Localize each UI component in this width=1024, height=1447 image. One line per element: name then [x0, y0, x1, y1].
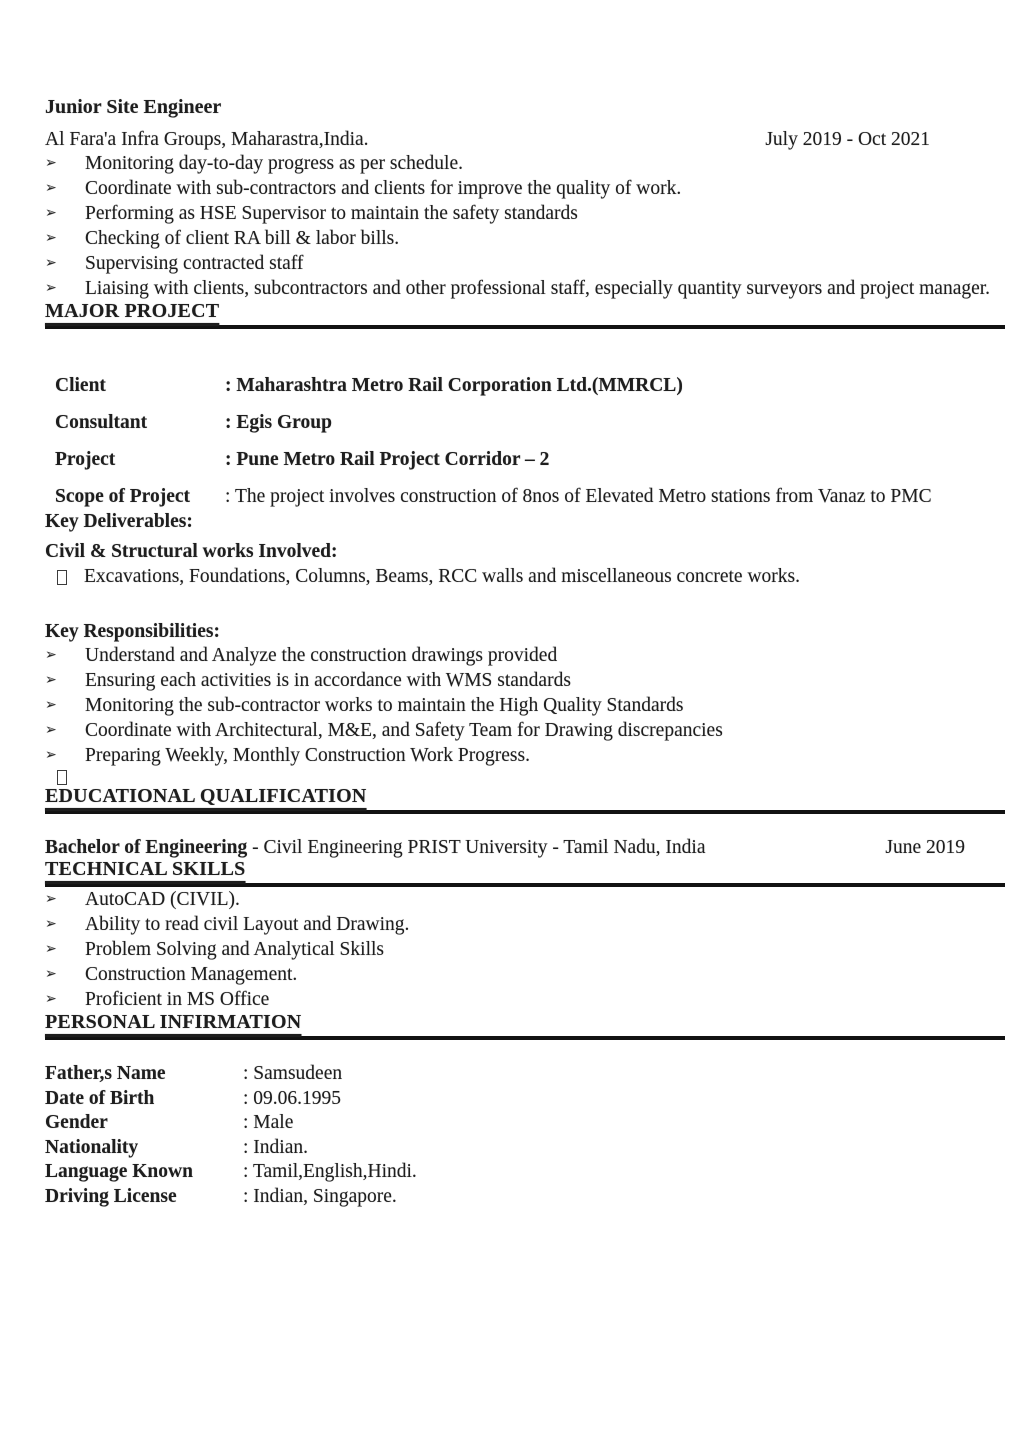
responsibility-item [45, 668, 1005, 693]
civil-works-item [45, 566, 1005, 588]
personal-info-table [45, 1062, 1005, 1209]
arrow-bullet-icon: ➢ [45, 647, 57, 663]
field-label: Project [55, 449, 116, 470]
responsibility-text: Coordinate with Architectural, M&E, and Safety Team for Drawing discrepancies [85, 720, 723, 741]
responsibility-text: Preparing Weekly, Monthly Construction Work Progress. [85, 745, 530, 766]
job-dates: July 2019 - Oct 2021 [765, 129, 930, 150]
skill-text: Construction Management. [85, 964, 298, 985]
job-duty-text: Liaising with clients, subcontractors and other professional staff, especially quantity surveyors and project manager. [85, 278, 991, 299]
responsibilities-list [45, 643, 1005, 768]
field-value: : Maharashtra Metro Rail Corporation Ltd.(MMRCL) [225, 375, 683, 396]
responsibility-text: Understand and Analyze the construction drawings provided [85, 645, 558, 666]
arrow-bullet-icon: ➢ [45, 891, 57, 907]
info-label: Father,s Name [45, 1063, 166, 1084]
job-duty-text: Coordinate with sub-contractors and clients for improve the quality of work. [85, 178, 682, 199]
job-duty-item [45, 176, 1005, 201]
field-row-client [55, 375, 1005, 397]
section-heading-personal-info [45, 1012, 1005, 1040]
civil-works-label: Civil & Structural works Involved: [45, 541, 338, 562]
section-heading-technical-skills [45, 859, 1005, 887]
responsibility-item [45, 718, 1005, 743]
skill-text: Proficient in MS Office [85, 989, 270, 1010]
arrow-bullet-icon: ➢ [45, 966, 57, 982]
key-deliverables-label: Key Deliverables: [45, 511, 193, 532]
job-duty-text: Monitoring day-to-day progress as per schedule. [85, 153, 463, 174]
responsibility-item [45, 693, 1005, 718]
arrow-bullet-icon: ➢ [45, 991, 57, 1007]
education-detail [45, 837, 706, 859]
job-duty-item [45, 276, 1005, 301]
education-section [45, 786, 1005, 859]
field-value: : Egis Group [225, 412, 332, 433]
field-row-scope [55, 486, 1005, 508]
skill-text: Problem Solving and Analytical Skills [85, 939, 384, 960]
field-label: Consultant [55, 412, 148, 433]
skill-item [45, 912, 1005, 937]
arrow-bullet-icon: ➢ [45, 180, 57, 196]
skills-list [45, 887, 1005, 1012]
personal-info-row-gender [45, 1111, 1005, 1136]
field-row-project [55, 449, 1005, 471]
personal-info-section [45, 1012, 1005, 1209]
info-label: Gender [45, 1112, 108, 1133]
arrow-bullet-icon: ➢ [45, 672, 57, 688]
skill-item [45, 962, 1005, 987]
arrow-bullet-icon: ➢ [45, 722, 57, 738]
info-value: : Male [243, 1112, 294, 1133]
arrow-bullet-icon: ➢ [45, 205, 57, 221]
field-label: Client [55, 375, 106, 396]
field-value: : Pune Metro Rail Project Corridor – 2 [225, 449, 550, 470]
responsibility-item [45, 743, 1005, 768]
field-value: : The project involves construction of 8nos of Elevated Metro stations from Vanaz to PMC [225, 486, 932, 507]
arrow-bullet-icon: ➢ [45, 255, 57, 271]
job-duty-item [45, 226, 1005, 251]
section-heading-major-project [45, 301, 1005, 329]
info-label: Nationality [45, 1136, 139, 1158]
personal-info-row-driving-license [45, 1185, 1005, 1210]
education-entry [45, 837, 1005, 859]
section-heading-text: MAJOR PROJECT [45, 300, 220, 322]
job-duties-list [45, 151, 1005, 301]
technical-skills-section [45, 859, 1005, 1012]
info-value: : Samsudeen [243, 1063, 343, 1084]
info-value: : Indian. [243, 1136, 308, 1158]
section-heading-text: TECHNICAL SKILLS [45, 858, 246, 880]
experience-section [45, 96, 1005, 301]
personal-info-row-nationality [45, 1136, 1005, 1161]
field-row-consultant [55, 412, 1005, 434]
section-heading-education [45, 786, 1005, 814]
personal-info-row-date-of-birth [45, 1087, 1005, 1112]
job-title: Junior Site Engineer [45, 96, 222, 118]
info-value: : Tamil,English,Hindi. [243, 1161, 417, 1182]
personal-info-row-fathers-name [45, 1062, 1005, 1087]
degree-name: Bachelor of Engineering [45, 837, 248, 858]
job-duty-text: Supervising contracted staff [85, 253, 304, 274]
checkbox-icon [57, 570, 67, 585]
skill-item [45, 887, 1005, 912]
info-value: : 09.06.1995 [243, 1087, 342, 1109]
arrow-bullet-icon: ➢ [45, 280, 57, 296]
responsibility-item [45, 643, 1005, 668]
section-heading-text: EDUCATIONAL QUALIFICATION [45, 785, 367, 807]
responsibility-text: Monitoring the sub-contractor works to maintain the High Quality Standards [85, 695, 684, 716]
personal-info-row-language-known [45, 1160, 1005, 1185]
job-duty-item [45, 151, 1005, 176]
checkbox-icon [57, 770, 67, 785]
arrow-bullet-icon: ➢ [45, 916, 57, 932]
info-label: Date of Birth [45, 1087, 155, 1109]
section-heading-text: PERSONAL INFIRMATION [45, 1011, 302, 1033]
info-label: Language Known [45, 1161, 193, 1182]
skill-text: Ability to read civil Layout and Drawing. [85, 914, 410, 935]
degree-details: - Civil Engineering PRIST University - Tamil Nadu, India [247, 837, 706, 858]
arrow-bullet-icon: ➢ [45, 230, 57, 246]
arrow-bullet-icon: ➢ [45, 697, 57, 713]
key-responsibilities-label: Key Responsibilities: [45, 621, 220, 642]
field-label: Scope of Project [55, 486, 191, 507]
arrow-bullet-icon: ➢ [45, 155, 57, 171]
project-fields [55, 375, 1005, 508]
job-duty-text: Checking of client RA bill & labor bills. [85, 228, 400, 249]
empty-check-row [45, 768, 1005, 786]
major-project-section [45, 301, 1005, 786]
civil-works-item-text: Excavations, Foundations, Columns, Beams, RCC walls and miscellaneous concrete works. [84, 566, 800, 587]
job-duty-item [45, 251, 1005, 276]
company-location: Al Fara'a Infra Groups, Maharastra,India. [45, 129, 369, 150]
skill-text: AutoCAD (CIVIL). [85, 889, 240, 910]
info-value: : Indian, Singapore. [243, 1185, 397, 1207]
info-label: Driving License [45, 1185, 177, 1207]
responsibility-text: Ensuring each activities is in accordance with WMS standards [85, 670, 571, 691]
job-duty-item [45, 201, 1005, 226]
skill-item [45, 937, 1005, 962]
arrow-bullet-icon: ➢ [45, 747, 57, 763]
job-duty-text: Performing as HSE Supervisor to maintain the safety standards [85, 203, 578, 224]
arrow-bullet-icon: ➢ [45, 941, 57, 957]
education-date: June 2019 [885, 837, 965, 858]
job-subline [45, 129, 1005, 151]
skill-item [45, 987, 1005, 1012]
